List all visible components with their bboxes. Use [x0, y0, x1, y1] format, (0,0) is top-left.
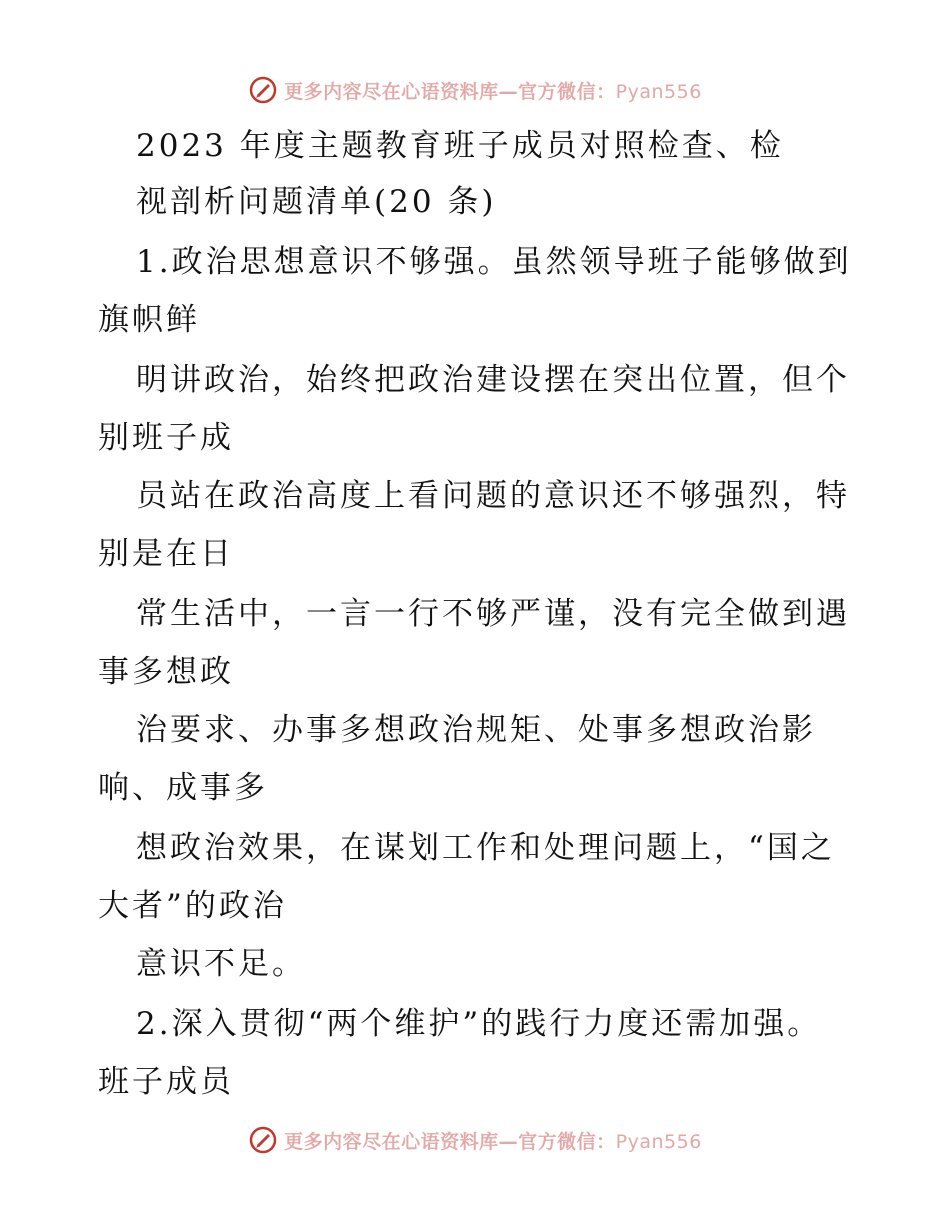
paragraph-line: 别是在日 — [98, 536, 234, 572]
paragraph-line: 治要求、办事多想政治规矩、处事多想政治影 — [136, 712, 816, 748]
paragraph-line: 旗帜鲜 — [98, 302, 200, 338]
watermark-account: Pyan556 — [615, 1130, 702, 1153]
footer-watermark — [0, 1122, 950, 1158]
paragraph-line: 响、成事多 — [98, 770, 268, 806]
brand-logo-icon — [248, 75, 278, 105]
title-line-2: 视剖析问题清单(20 条) — [136, 184, 497, 220]
paragraph-line: 事多想政 — [98, 654, 234, 690]
brand-logo-icon — [248, 1125, 278, 1155]
header-watermark — [0, 72, 950, 108]
title-line-1: 2023 年度主题教育班子成员对照检查、检 — [136, 128, 784, 164]
paragraph-line: 意识不足。 — [136, 946, 306, 982]
paragraph-line: 想政治效果，在谋划工作和处理问题上，“国之 — [136, 830, 835, 866]
paragraph-line: 员站在政治高度上看问题的意识还不够强烈，特 — [136, 478, 850, 514]
paragraph-line: 别班子成 — [98, 420, 234, 456]
paragraph-line: 1.政治思想意识不够强。虽然领导班子能够做到 — [136, 244, 852, 280]
paragraph-line: 明讲政治，始终把政治建设摆在突出位置，但个 — [136, 362, 850, 398]
paragraph-line: 班子成员 — [98, 1064, 234, 1100]
watermark-text: 更多内容尽在心语资料库—官方微信：Pyan556 — [284, 80, 702, 103]
watermark-account: Pyan556 — [615, 80, 702, 103]
watermark-text: 更多内容尽在心语资料库—官方微信：Pyan556 — [284, 1130, 702, 1153]
paragraph-line: 大者”的政治 — [98, 888, 287, 924]
paragraph-line: 2.深入贯彻“两个维护”的践行力度还需加强。 — [136, 1006, 822, 1042]
paragraph-line: 常生活中，一言一行不够严谨，没有完全做到遇 — [136, 596, 850, 632]
